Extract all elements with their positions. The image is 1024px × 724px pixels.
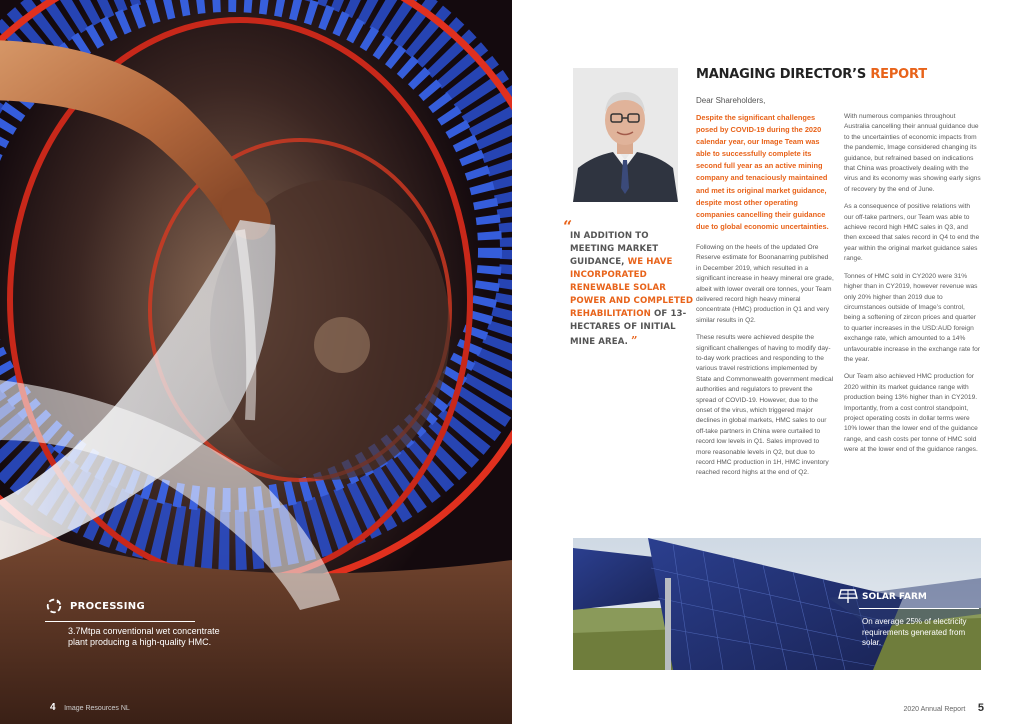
body-paragraph: Following on the heels of the updated Ore Reserve estimate for Boonanarring published in December 2019, which resulted in a significant increase in heavy mineral ore grade, albeit with lower overall ore tonnes, your Team delivered record high heavy mineral concentrate (HMC) production in Q1 and very similar results in Q2. — [696, 243, 834, 324]
text-column-1 — [696, 112, 834, 486]
close-quote-icon: ” — [631, 334, 638, 347]
pull-quote-part2: OF 13-HECTARES OF INITIAL MINE AREA. — [570, 309, 687, 347]
solar-panels-image — [573, 538, 981, 670]
processing-label: PROCESSING — [70, 601, 145, 612]
text-column-2 — [844, 112, 981, 463]
solar-farm-description: On average 25% of electricity requirements generated from solar. — [862, 617, 967, 647]
salutation: Dear Shareholders, — [696, 96, 766, 105]
pull-quote-part1: IN ADDITION TO MEETING MARKET GUIDANCE, — [570, 231, 659, 267]
right-footer — [903, 702, 984, 714]
pull-quote — [570, 230, 695, 349]
open-quote-icon: “ — [563, 217, 573, 236]
body-paragraph: These results were achieved despite the significant challenges of having to modify day-to-day work practices and responding to the various travel restrictions implemented by State and Commonwealth government medical authorities and regulators to prevent the spread of COVID-19. However, due to the onset of the virus, which triggered major declines in global markets, HMC sales to our off-take partners in China were curtailed to record low levels in Q1. Sales improved to more reasonable levels in Q2, but due to record HMC production in 1H, HMC inventory reached record highs at the end of Q2. — [696, 334, 834, 477]
body-paragraph: Tonnes of HMC sold in CY2020 were 31% higher than in CY2019, however revenue was only 20% higher than 2019 due to circumstances outside of Image’s control, being a softening of zircon prices and quarter to quarter increases in the USD:AUD foreign exchange rate, which amounted to a 14% unfavourable increase in the exchange rate for the year. — [844, 272, 980, 363]
recycle-icon — [45, 597, 63, 615]
publication-name: Image Resources NL — [64, 705, 130, 712]
title-main: MANAGING DIRECTOR’S — [696, 67, 867, 82]
solar-farm-photo — [573, 538, 981, 670]
pull-quote-highlight: WE HAVE INCORPORATED RENEWABLE SOLAR POWER AND COMPLETED REHABILITATION — [570, 257, 694, 319]
processing-description: 3.7Mtpa conventional wet concentrate plant producing a high-quality HMC. — [68, 626, 220, 647]
body-paragraph: Our Team also achieved HMC production for 2020 within its market guidance range with production being 13% higher than in CY2019. Importantly, from a cost control standpoint, project operating costs in dollar terms were 10% lower than the lower end of the guidance range, and cash costs per tonne of HMC sold were at the lower end of the guidance ranges. — [844, 373, 978, 454]
body-paragraph: With numerous companies throughout Australia cancelling their annual guidance due to the uncertainties of economic impacts from the pandemic, Image considered changing its guidance, but refrained based on indications that China was proactively dealing with the virus and its economy was showing early signs of recovery by the end of June. — [844, 113, 981, 193]
solar-farm-divider — [859, 608, 979, 609]
director-portrait — [573, 68, 678, 202]
body-paragraph: As a consequence of positive relations with our off-take partners, our Team was able to achieve record high HMC sales in Q3, and then exceed that sales record in Q4 to end the year within the original market guidance sales range. — [844, 203, 980, 263]
solar-farm-label: SOLAR FARM — [862, 592, 927, 602]
right-page-number: 5 — [977, 702, 984, 714]
right-page — [512, 0, 1024, 724]
left-footer — [50, 702, 130, 713]
left-page-number: 4 — [50, 702, 56, 713]
portrait-image — [573, 68, 678, 202]
report-name: 2020 Annual Report — [903, 706, 966, 713]
processing-divider — [45, 621, 195, 622]
page-title — [696, 67, 927, 82]
title-accent: REPORT — [870, 67, 927, 82]
solar-panel-icon — [838, 586, 858, 604]
lead-paragraph: Despite the significant challenges posed by COVID-19 during the 2020 calendar year, our Image Team was able to successfully complete its second full year as an active mining company and tenaciously maintained and met its original market guidance, despite most other operating companies cancelling their guidance due to global economic uncertainties. — [696, 113, 829, 231]
